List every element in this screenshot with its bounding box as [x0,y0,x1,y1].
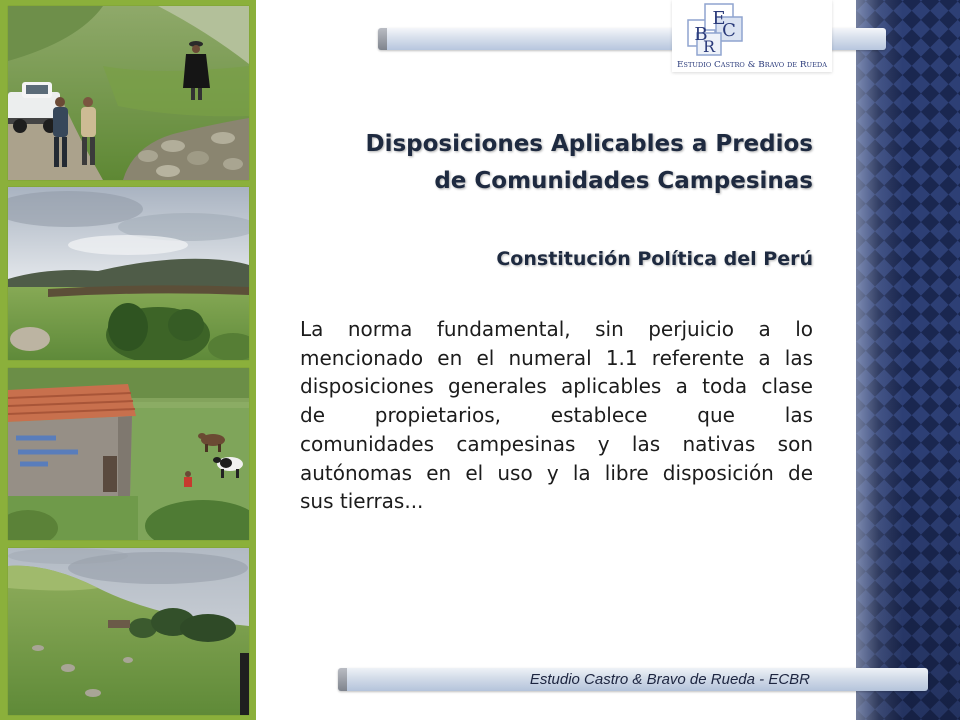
adobe-house [8,384,136,500]
diamond-pattern-panel [856,0,960,720]
person-red-shirt [184,471,192,487]
logo-letter-c: C [722,20,736,41]
logo-caption: Estudio Castro & Bravo de Rueda [677,60,828,69]
logo-mark [672,0,832,72]
footer-text: Estudio Castro & Bravo de Rueda - ECBR [529,671,810,688]
photo-adobe-house-cows [8,368,249,540]
photo-hillside-trees [8,548,249,715]
title-line-1: Disposiciones Aplicables a Predios [365,131,813,157]
slide-title [273,126,813,200]
body-line: comunidades campesinas y las nativas son [300,431,813,456]
logo [672,0,832,72]
body-paragraph [300,315,813,516]
body-line: sus tierras... [300,489,424,514]
title-line-2: de Comunidades Campesinas [434,168,813,194]
footer-bar [338,668,928,691]
pattern-shading [856,0,960,720]
photo-valley-field [8,187,249,360]
body-line: autónomas en el uso y la libre disposición de [300,460,813,485]
body-line: La norma fundamental, sin perjuicio a lo [300,317,813,341]
photo-column [0,0,256,720]
body-line: mencionado en el numeral 1.1 referente a las [300,345,813,370]
photo-rural-road-people [8,6,249,180]
logo-letter-r: R [702,37,716,56]
logo-letter-b: B [694,24,708,45]
logo-letter-e: E [712,8,726,29]
slide-subtitle: Constitución Política del Perú [496,248,813,270]
small-hut [108,620,130,628]
body-line: disposiciones generales aplicables a toda clase [300,374,813,399]
body-line: de propietarios, establece que las [300,403,813,428]
